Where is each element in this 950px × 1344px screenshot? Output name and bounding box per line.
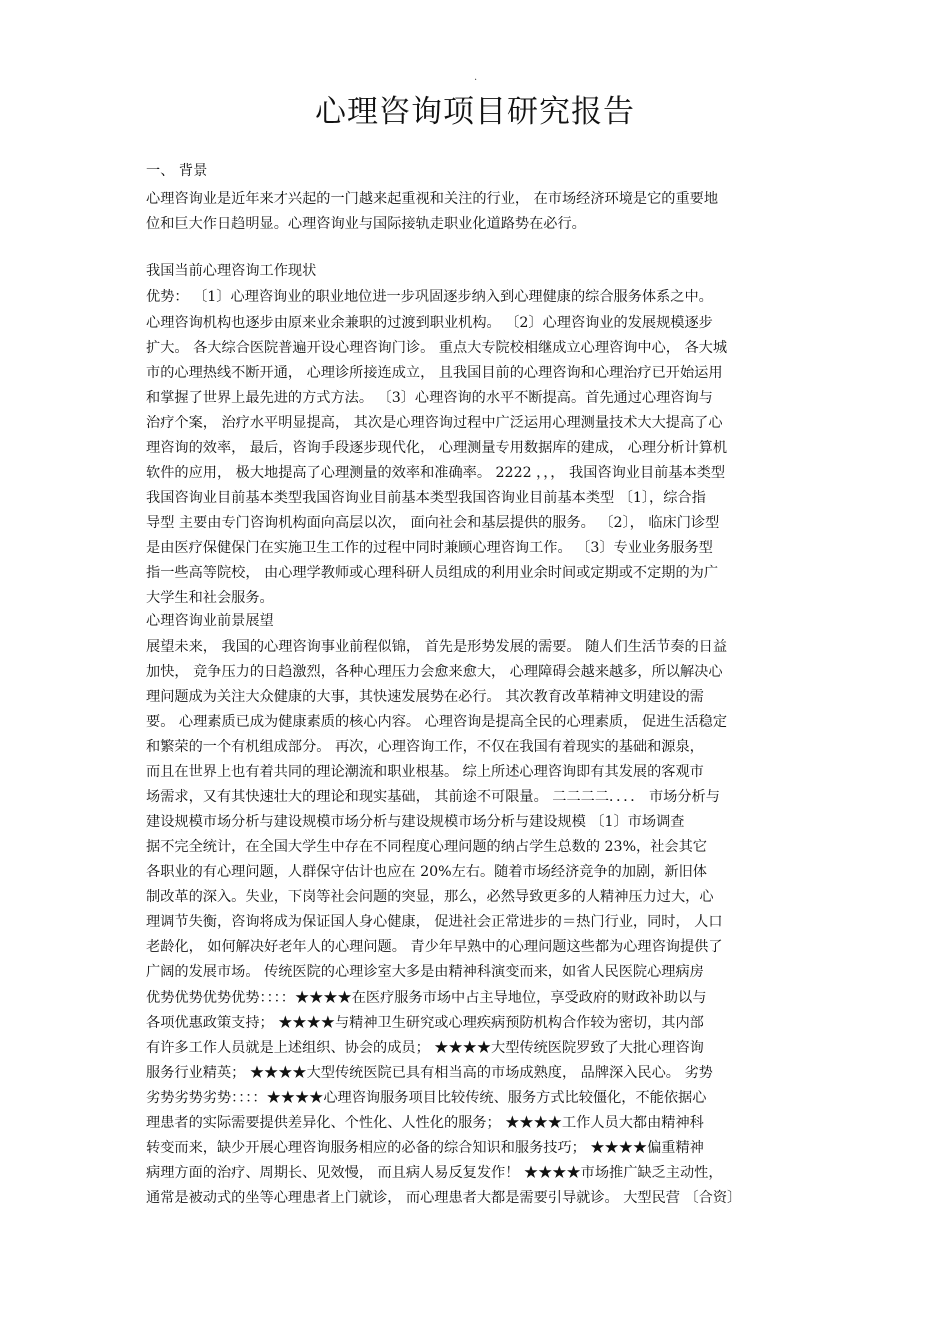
body-line: 扩大。 各大综合医院普遍开设心理咨询门诊。 重点大专院校相继成立心理咨询中心， 各大城: [146, 340, 728, 356]
body-line: 广阔的发展市场。 传统医院的心理诊室大多是由精神科演变而来，如省人民医院心理病房: [146, 964, 704, 980]
body-line: 治疗个案， 治疗水平明显提高， 其次是心理咨询过程中广泛运用心理测量技术大大提高了心: [146, 415, 723, 431]
body-line: 指一些高等院校， 由心理学教师或心理科研人员组成的利用业余时间或定期或不定期的为广: [146, 565, 719, 581]
body-line: 优势优势优势优势：：：：★★★★在医疗服务市场中占主导地位，享受政府的财政补助以与: [146, 990, 707, 1006]
body-line: 通常是被动式的坐等心理患者上门就诊， 而心理患者大都是需要引导就诊。 大型民营 〔合资〕: [146, 1190, 742, 1206]
body-line: 导型 主要由专门咨询机构面向高层以次， 面向社会和基层提供的服务。 〔2〕， 临床门诊型: [146, 515, 720, 531]
body-line: 市的心理热线不断开通， 心理诊所接连成立， 且我国目前的心理咨询和心理治疗已开始运用: [146, 365, 723, 381]
body-line: 心理咨询业前景展望: [146, 613, 274, 629]
body-line: 和掌握了世界上最先进的方式方法。 〔3〕心理咨询的水平不断提高。首先通过心理咨询与: [146, 390, 713, 406]
body-line: 理调节失衡，咨询将成为保证国人身心健康， 促进社会正常进步的＝热门行业，同时， 人口: [146, 914, 723, 930]
body-line: 大学生和社会服务。: [146, 590, 274, 606]
body-line: 心理咨询业是近年来才兴起的一门越来起重视和关注的行业， 在市场经济环境是它的重要地: [146, 191, 719, 207]
body-line: 我国咨询业目前基本类型我国咨询业目前基本类型我国咨询业目前基本类型 〔1〕，综合指: [146, 490, 706, 506]
body-line: 心理咨询机构也逐步由原来业余兼职的过渡到职业机构。 〔2〕心理咨询业的发展规模逐步: [146, 315, 713, 331]
body-line: 展望未来， 我国的心理咨询事业前程似锦， 首先是形势发展的需要。 随人们生活节奏的日益: [146, 639, 728, 655]
body-line: 服务行业精英； ★★★★大型传统医院已具有相当高的市场成熟度， 品牌深入民心。 劣势: [146, 1065, 713, 1081]
body-line: 是由医疗保健保门在实施卫生工作的过程中同时兼顾心理咨询工作。 〔3〕专业业务服务型: [146, 540, 713, 556]
body-line: 病理方面的治疗、周期长、见效慢， 而且病人易反复发作！ ★★★★市场推广缺乏主动性，: [146, 1165, 723, 1181]
body-line: 老龄化， 如何解决好老年人的心理问题。 青少年早熟中的心理问题这些都为心理咨询提供了: [146, 939, 723, 955]
body-line: 位和巨大作日趋明显。心理咨询业与国际接轨走职业化道路势在必行。: [146, 216, 586, 232]
body-line: 各项优惠政策支持； ★★★★与精神卫生研究或心理疾病预防机构合作较为密切，其内部: [146, 1015, 704, 1031]
body-line: 有许多工作人员就是上述组织、协会的成员； ★★★★大型传统医院罗致了大批心理咨询: [146, 1040, 704, 1056]
body-line: 我国当前心理咨询工作现状: [146, 263, 317, 279]
header-mark: .: [474, 72, 478, 83]
body-line: 优势： 〔1〕心理咨询业的职业地位进一步巩固逐步纳入到心理健康的综合服务体系之中。: [146, 289, 713, 305]
body-line: 建设规模市场分析与建设规模市场分析与建设规模市场分析与建设规模 〔1〕市场调查: [146, 814, 685, 830]
body-line: 转变而来，缺少开展心理咨询服务相应的必备的综合知识和服务技巧； ★★★★偏重精神: [146, 1140, 704, 1156]
body-line: 理患者的实际需要提供差异化、个性化、人性化的服务； ★★★★工作人员大都由精神科: [146, 1115, 704, 1131]
body-line: 加快， 竞争压力的日趋激烈，各种心理压力会愈来愈大， 心理障碍会越来越多，所以解决心: [146, 664, 723, 680]
body-line: 劣势劣势劣势：：：：★★★★心理咨询服务项目比较传统、服务方式比较僵化，不能依据心: [146, 1090, 707, 1106]
body-line: 场需求，又有其快速壮大的理论和现实基础， 其前途不可限量。 二二二二．．．． 市场分析与: [146, 789, 720, 805]
body-line: 和繁荣的一个有机组成部分。 再次，心理咨询工作，不仅在我国有着现实的基础和源泉，: [146, 739, 704, 755]
body-line: 软件的应用， 极大地提高了心理测量的效率和准确率。 2222 ，，， 我国咨询业目前基本类型: [146, 465, 726, 481]
body-line: 要。 心理素质已成为健康素质的核心内容。 心理咨询是提高全民的心理素质， 促进生活稳定: [146, 714, 728, 730]
body-line: 理问题成为关注大众健康的大事，其快速发展势在必行。 其次教育改革精神文明建设的需: [146, 689, 704, 705]
body-line: 一、 背景: [146, 163, 208, 179]
body-line: 理咨询的效率， 最后，咨询手段逐步现代化， 心理测量专用数据库的建成， 心理分析计算机: [146, 440, 728, 456]
body-line: 各职业的有心理问题，人群保守估计也应在 20%左右。随着市场经济竞争的加剧，新旧体: [146, 864, 707, 880]
body-line: 据不完全统计，在全国大学生中存在不同程度心理问题的纳占学生总数的 23%，社会其它: [146, 839, 707, 855]
page-title: 心理咨询项目研究报告: [315, 94, 635, 130]
body-line: 制改革的深入。失业，下岗等社会问题的突显，那么，必然导致更多的人精神压力过大，心: [146, 889, 714, 905]
body-line: 而且在世界上也有着共同的理论潮流和职业根基。 综上所述心理咨询即有其发展的客观市: [146, 764, 704, 780]
